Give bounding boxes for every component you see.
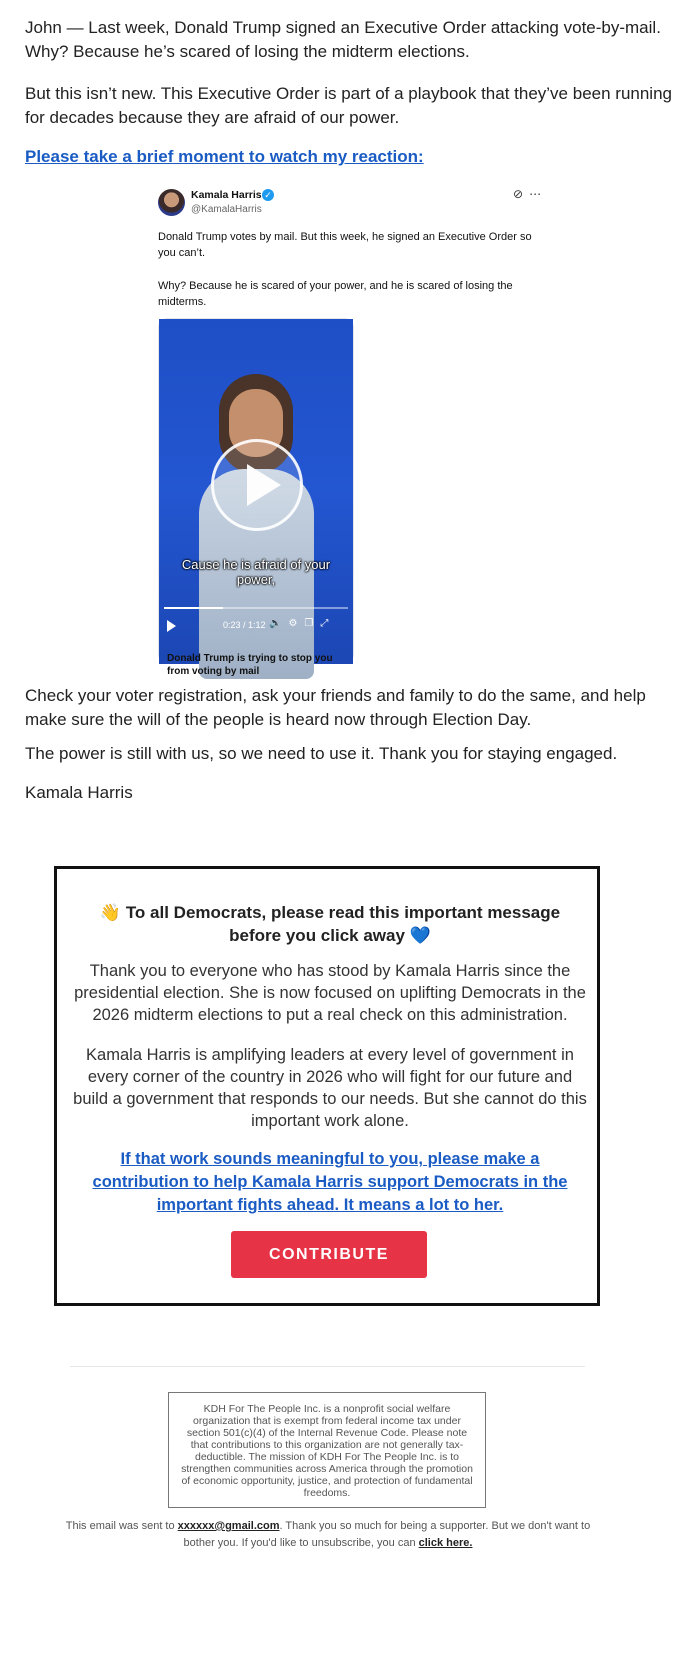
tweet-text-2: Why? Because he is scared of your power, and he is scared of losing the midterms.: [158, 280, 513, 308]
footer-text: [60, 1518, 596, 1552]
intro-paragraph-2: But this isn’t new. This Executive Order is part of a playbook that they’ve been running for decades because they are afraid of our power.: [25, 84, 672, 127]
fullscreen-icon[interactable]: ⤢: [320, 618, 336, 629]
avatar[interactable]: [158, 189, 185, 216]
signature: Kamala Harris: [25, 783, 133, 802]
video-caption: Cause he is afraid of your power,: [181, 557, 331, 587]
body-paragraph-2: The power is still with us, so we need to use it. Thank you for staying engaged.: [25, 744, 618, 763]
footer-sent-prefix: This email was sent to: [65, 1520, 178, 1532]
video-control-icons: [269, 618, 335, 629]
blue-heart-icon: 💙: [409, 926, 431, 945]
video-progress-bar[interactable]: [164, 607, 348, 609]
intro-paragraph-1: John — Last week, Donald Trump signed an Executive Order attacking vote-by-mail. Why? Because he’s scared of losing the midterm elections.: [25, 18, 661, 61]
watch-reaction-link[interactable]: Please take a brief moment to watch my reaction:: [25, 147, 424, 166]
appeal-heading-text: To all Democrats, please read this important message before you click away: [125, 903, 561, 945]
tweet-author-name[interactable]: Kamala Harris: [191, 189, 262, 201]
grok-icon[interactable]: ⊘: [513, 187, 530, 201]
tweet-video[interactable]: [158, 318, 354, 677]
video-title[interactable]: Donald Trump is trying to stop you from voting by mail: [167, 653, 333, 677]
legal-disclaimer: KDH For The People Inc. is a nonprofit social welfare organization that is exempt from federal income tax under section 501(c)(4) of the Internal Revenue Code. Please note that contributions to this organization are not generally tax-deductible. The mission of KDH For The People Inc. is to strengthen communities across America through the promotion of economic opportunity, justice, and protection of fundamental freedoms.: [168, 1392, 486, 1508]
appeal-paragraph-2: Kamala Harris is amplifying leaders at every level of government in every corner of the country in 2026 who will fight for our future and build a government that responds to our needs. But she cannot do this important work alone.: [73, 1046, 587, 1130]
body-paragraph-1: Check your voter registration, ask your friends and family to do the same, and help make sure the will of the people is heard now through Election Day.: [25, 686, 646, 729]
appeal-paragraph-1: Thank you to everyone who has stood by Kamala Harris since the presidential election. She is now focused on uplifting Democrats in the 2026 midterm elections to put a real check on this administration.: [74, 962, 586, 1024]
video-progress-fill: [164, 607, 223, 609]
settings-icon[interactable]: ⚙: [288, 618, 305, 629]
video-frame[interactable]: [159, 319, 353, 664]
tweet-text-1: Donald Trump votes by mail. But this week, he signed an Executive Order so you can’t.: [158, 231, 532, 259]
verified-badge-icon: ✓: [262, 189, 274, 201]
divider: [70, 1366, 585, 1367]
video-time: 0:23 / 1:12: [223, 620, 266, 630]
appeal-box: [54, 866, 600, 1306]
play-icon[interactable]: [167, 620, 176, 632]
waving-hand-icon: 👋: [99, 903, 122, 922]
contribute-button[interactable]: CONTRIBUTE: [231, 1231, 427, 1278]
appeal-heading: [83, 901, 577, 947]
contribution-link[interactable]: If that work sounds meaningful to you, please make a contribution to help Kamala Harris support Democrats in the important fights ahead. It means a lot to her.: [92, 1150, 568, 1214]
tweet-author-handle[interactable]: @KamalaHarris: [191, 204, 262, 215]
volume-icon[interactable]: 🔈: [269, 618, 289, 629]
pip-icon[interactable]: ❐: [304, 618, 321, 629]
footer-sent-suffix: . Thank you so much for being a supporter. But we don't want to bother you. If you'd like to unsubscribe, you can: [183, 1520, 591, 1549]
more-options-icon[interactable]: ⋯: [529, 187, 548, 201]
tweet-actions[interactable]: [513, 187, 547, 201]
video-controls: [159, 614, 353, 640]
recipient-email-link[interactable]: xxxxxx@gmail.com: [177, 1520, 280, 1532]
unsubscribe-link[interactable]: click here.: [418, 1537, 473, 1549]
play-overlay-icon[interactable]: [211, 439, 303, 531]
